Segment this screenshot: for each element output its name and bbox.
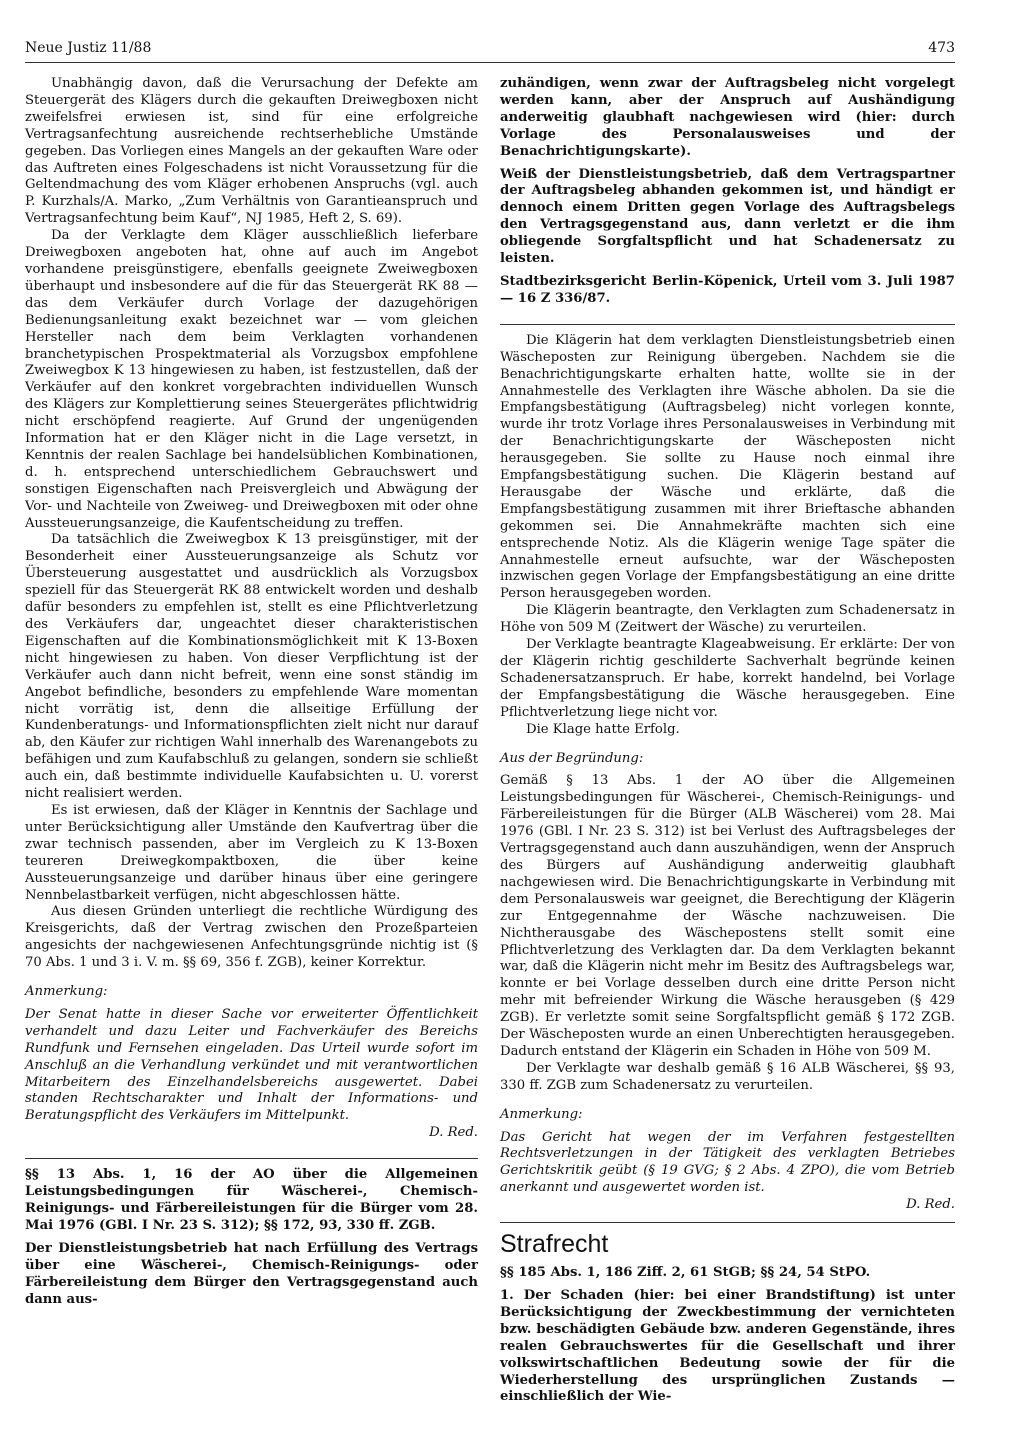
court-citation: Stadtbezirksgericht Berlin-Köpenick, Urteil vom 3. Juli 1987 — 16 Z 336/87. (500, 273, 955, 306)
section-title: Strafrecht (500, 1222, 955, 1259)
legal-norms: §§ 185 Abs. 1, 186 Ziff. 2, 61 StGB; §§ 24, 54 StPO. (500, 1265, 871, 1281)
journal-title: Neue Justiz 11/88 (25, 40, 152, 56)
headnote: Der Dienstleistungsbetrieb hat nach Erfüllung des Vertrags über eine Wäscherei-, Chemisch-Reinigungs- oder Färbereileistung dem Bürger den Vertragsgegenstand auch dann aus- (25, 1240, 478, 1307)
headnote-second: Weiß der Dienstleistungsbetrieb, daß dem Vertragspartner der Auftragsbeleg abhanden gekommen ist, und händigt er dennoch einem Dritten gegen Vorlage des Auftragsbelegs den Vertragsgegenstand aus, dann verletzt er die ihm obliegende Sorgfaltspflicht und hat Schadenersatz zu leisten. (500, 166, 955, 267)
headnote: 1. Der Schaden (hier: bei einer Brandstiftung) ist unter Berücksichtigung der Zweckbestimmung der vernichteten bzw. beschädigten Gebäude bzw. anderen Gegenstände, ihres realen Gebrauchswertes für die Gesellschaft und ihrer volkswirtschaftlichen Bedeutung sowie der für die Wiederherstellung des ursprünglichen Zustands — einschließlich der Wie- (500, 1288, 955, 1405)
paragraph: Aus diesen Gründen unterliegt die rechtliche Würdigung des Kreisgerichts, daß der Vertrag zwischen den Prozeßparteien angesichts der nachgewiesenen Anfechtungsgründe nichtig ist (§ 70 Abs. 1 und 3 i. V. m. §§ 69, 356 f. ZGB), keiner Korrektur. (25, 904, 478, 971)
paragraph: Die Klägerin hat dem verklagten Dienstleistungsbetrieb einen Wäscheposten zur Reinigung übergeben. Nachdem sie die Benachrichtigungskarte erhalten hatte, wollte sie in der Annahmestelle des Verklagten ihre Wäsche abholen. Da sie die Empfangsbestätigung (Auftragsbeleg) nicht vorlegen konnte, wurde ihr trotz Vorlage ihres Personalausweises in Verbindung mit der Benachrichtigungskarte der Wäscheposten nicht herausgegeben. Sie sollte zu Hause noch einmal ihre Empfangsbestätigung suchen. Die Klägerin bestand auf Herausgabe der Wäsche und erklärte, daß die Empfangsbestätigung zusammen mit ihrer Brieftasche abhanden gekommen sei. Die Annahmekräfte machten sich eine entsprechende Notiz. Als die Klägerin wenige Tage später die Annahmestelle erneut aufsuchte, war der Wäscheposten inzwischen gegen Vorlage der Empfangsbestätigung an eine dritte Person herausgegeben worden. (500, 332, 955, 602)
left-column (25, 76, 478, 1308)
paragraph: Da tatsächlich die Zweiwegbox K 13 preisgünstiger, mit der Besonderheit einer Aussteuerungsanzeige als Schutz vor Übersteuerung ausgestattet und ausdrücklich als Vorzugsbox speziell für das Steuergerät RK 88 entwickelt worden und deshalb dafür besonders zu empfehlen ist, stellt es eine Pflichtverletzung des Verkäufers dar, ungeachtet dieser charakteristischen Eigenschaften auf die Kombinationsmöglichkeit mit K 13-Boxen nicht hingewiesen zu haben. Von dieser Verpflichtung ist der Verkäufer auch dann nicht befreit, wenn eine sonst ständig im Angebot befindliche, besonders zu empfehlende Ware momentan nicht vorrätig ist, denn die allseitige Erfüllung der Kundenberatungs- und Informationspflichten zielt nicht nur darauf ab, den Käufer zur richtigen Wahl innerhalb des Warenangebots zu befähigen und zum Kaufabschluß zu gelangen, sondern sie schließt auch ein, daß bestimmte individuelle Kaufabsichten u. U. vorerst nicht realisiert werden. (25, 532, 478, 802)
paragraph: Die Klage hatte Erfolg. (526, 721, 680, 737)
headnote-continued: zuhändigen, wenn zwar der Auftragsbeleg nicht vorgelegt werden kann, aber der Anspruch auf Aushändigung anderweitig glaubhaft nachgewiesen wird (hier: durch Vorlage des Personalausweises und der Benachrichtigungskarte). (500, 76, 955, 159)
legal-norms: §§ 13 Abs. 1, 16 der AO über die Allgemeinen Leistungsbedingungen für Wäscherei-, Chemisch-Reinigungs- und Färbereileistungen für die Bürger vom 28. Mai 1976 (GBl. I Nr. 23 S. 312); §§ 172, 93, 330 ff. ZGB. (25, 1167, 478, 1233)
divider (500, 324, 955, 325)
divider (25, 1158, 478, 1159)
annotation-heading: Anmerkung: (25, 984, 108, 1000)
running-header (25, 40, 955, 63)
annotation-heading: Anmerkung: (500, 1106, 583, 1122)
paragraph: Es ist erwiesen, daß der Kläger in Kenntnis der Sachlage und unter Berücksichtigung aller Umstände den Kaufvertrag über die zwar technisch passenden, aber im Vergleich zu K 13-Boxen teureren Dreiwegkompaktboxen, die über keine Aussteuerungsanzeige und darüber hinaus über eine geringere Nennbelastbarkeit verfügen, nicht abgeschlossen hätte. (25, 802, 478, 903)
editor-signature: D. Red. (906, 1197, 955, 1213)
paragraph: Die Klägerin beantragte, den Verklagten zum Schadenersatz in Höhe von 509 M (Zeitwert der Wäsche) zu verurteilen. (500, 603, 955, 636)
annotation-text: Das Gericht hat wegen der im Verfahren festgestellten Rechtsverletzungen in der Tätigkeit des verklagten Betriebes Gerichtskritik geübt (§ 19 GVG; § 2 Abs. 4 ZPO), die vom Betrieb anerkannt und ausgewertet worden ist. (500, 1129, 955, 1196)
annotation-text: Der Senat hatte in dieser Sache vor erweiterter Öffentlichkeit verhandelt und dazu Leiter und Fachverkäufer des Bereichs Rundfunk und Fernsehen eingeladen. Das Urteil wurde sofort im Anschluß an die Verhandlung verkündet und mit verantwortlichen Mitarbeitern des Einzelhandelsbereichs ausgewertet. Dabei standen Rechtscharakter und Inhalt der Informations- und Beratungspflicht des Verkäufers im Mittelpunkt. (25, 1006, 478, 1124)
editor-signature: D. Red. (429, 1125, 478, 1141)
paragraph: Der Verklagte beantragte Klageabweisung. Er erklärte: Der von der Klägerin richtig geschilderte Sachverhalt begründe keinen Schadenersatzanspruch. Er habe, korrekt handelnd, bei Vorlage der Empfangsbestätigung die Wäsche herausgegeben. Eine Pflichtverletzung liege nicht vor. (500, 637, 955, 720)
paragraph: Unabhängig davon, daß die Verursachung der Defekte am Steuergerät des Klägers durch die gekauften Dreiwegboxen nicht zweifelsfrei erwiesen ist, sind für eine erfolgreiche Vertragsanfechtung ausreichende rechtserhebliche Umstände gegeben. Das Vorliegen eines Mangels an der gekauften Ware oder das Auftreten eines Folgeschadens ist nicht Voraussetzung für die Geltendmachung des vom Kläger erhobenen Anspruchs (vgl. auch P. Kurzhals/A. Marko, „Zum Verhältnis von Garantieanspruch und Vertragsanfechtung beim Kauf“, NJ 1985, Heft 2, S. 69). (25, 76, 478, 227)
paragraph: Gemäß § 13 Abs. 1 der AO über die Allgemeinen Leistungsbedingungen für Wäscherei-, Chemisch-Reinigungs- und Färbereileistungen für die Bürger (ALB Wäscherei) vom 28. Mai 1976 (GBl. I Nr. 23 S. 312) ist bei Verlust des Auftragsbeleges der Vertragsgegenstand auch dann auszuhändigen, wenn der Anspruch des Bürgers auf Aushändigung anderweitig glaubhaft nachgewiesen wird. Die Benachrichtigungskarte in Verbindung mit dem Personalausweis war geeignet, die Berechtigung der Klägerin zur Entgegennahme der Wäsche nachzuweisen. Die Nichtherausgabe des Wäschepostens stellt somit eine Pflichtverletzung des Verklagten dar. Da dem Verklagten bekannt war, daß die Klägerin nicht mehr im Besitz des Auftragsbelegs war, konnte er bei Vorlage desselben durch eine dritte Person nicht mehr mit befreiender Wirkung die Wäsche herausgeben (§ 429 ZGB). Er verletzte somit seine Sorgfaltspflicht gemäß § 172 ZGB. Der Wäscheposten wurde an einen Unberechtigten herausgegeben. Dadurch entstand der Klägerin ein Schaden in Höhe von 509 M. (500, 773, 955, 1059)
reasoning-heading: Aus der Begründung: (500, 750, 644, 766)
right-column (500, 76, 955, 1406)
paragraph: Da der Verklagte dem Kläger ausschließlich lieferbare Dreiwegboxen angeboten hat, ohne auf auch im Angebot vorhandene preisgünstigere, ebenfalls geeignete Zweiwegboxen überhaupt und insbesondere auf die für das Steuergerät RK 88 — das dem Verkäufer durch Vorlage der dazugehörigen Bedienungsanleitung exakt bezeichnet war — vom gleichen Hersteller nach dem beim Verklagten vorhandenen branchetypischen Prospektmaterial als Vorzugsbox empfohlene Zweiwegbox K 13 hingewiesen zu haben, ist festzustellen, daß der Verkäufer auf den konkret vorgebrachten individuellen Wunsch des Klägers zur Komplettierung seines Steuergerätes pflichtwidrig nicht erschöpfend reagierte. Auf Grund der ungenügenden Information hat er den Kläger nicht in die Lage versetzt, in Kenntnis der realen Sachlage bei handelsüblichen Kombinationen, d. h. entsprechend unterschiedlichem Gebrauchswert und sonstigen Eigenschaften nach Preisvergleich und Abwägung der Vor- und Nachteile von Zweiweg- und Dreiwegboxen mit oder ohne Aussteuerungsanzeige, die Kaufentscheidung zu treffen. (25, 228, 478, 531)
page-number: 473 (928, 40, 955, 56)
paragraph: Der Verklagte war deshalb gemäß § 16 ALB Wäscherei, §§ 93, 330 ff. ZGB zum Schadenersatz zu verurteilen. (500, 1060, 955, 1093)
